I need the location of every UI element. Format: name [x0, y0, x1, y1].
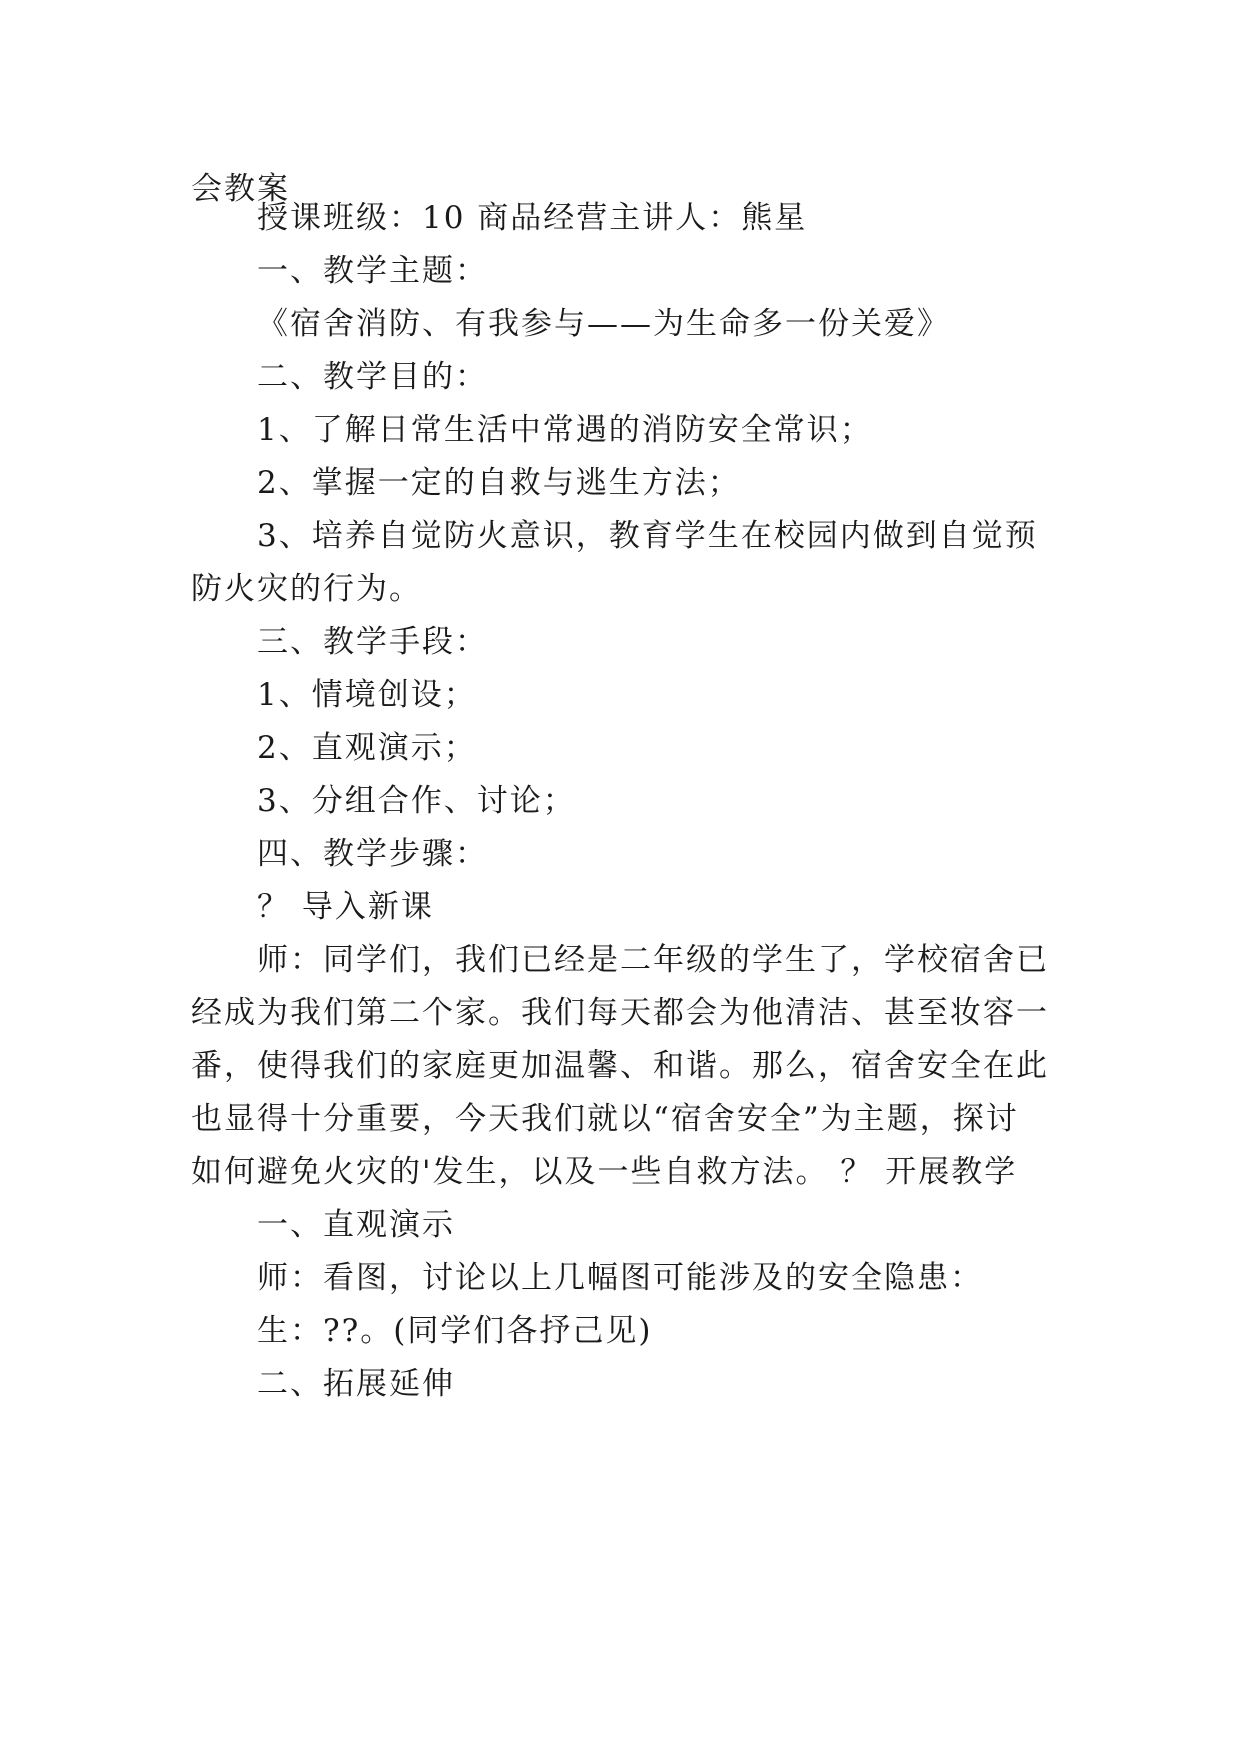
method-item-2: 2、直观演示； [257, 730, 477, 766]
heading-fragment: 会教案 [191, 171, 290, 207]
objective-item-2: 2、掌握一定的自救与逃生方法； [257, 465, 741, 501]
teacher-line: 师：看图，讨论以上几幅图可能涉及的安全隐患： [257, 1260, 983, 1296]
subsection-heading-1: 一、直观演示 [257, 1207, 455, 1243]
section-heading-4: 四、教学步骤： [257, 836, 488, 872]
class-info-line: 授课班级：10 商品经营主讲人：熊星 [257, 200, 808, 236]
student-line: 生：??。(同学们各抒己见) [257, 1313, 653, 1349]
paragraph-line: 如何避免火灾的'发生，以及一些自救方法。 ？ 开展教学 [191, 1154, 1018, 1190]
step-intro: ？ 导入新课 [257, 889, 434, 925]
subsection-heading-2: 二、拓展延伸 [257, 1366, 455, 1402]
objective-item-3: 3、培养自觉防火意识，教育学生在校园内做到自觉预 [257, 518, 1038, 554]
theme-title: 《宿舍消防、有我参与——为生命多一份关爱》 [257, 306, 950, 342]
section-heading-3: 三、教学手段： [257, 624, 488, 660]
paragraph-line: 也显得十分重要，今天我们就以“宿舍安全”为主题，探讨 [191, 1101, 1019, 1137]
paragraph-line: 番，使得我们的家庭更加温馨、和谐。那么，宿舍安全在此 [191, 1048, 1049, 1084]
objective-item-1: 1、了解日常生活中常遇的消防安全常识； [257, 412, 873, 448]
paragraph-line: 师：同学们，我们已经是二年级的学生了，学校宿舍已 [257, 942, 1049, 978]
section-heading-1: 一、教学主题： [257, 253, 488, 289]
method-item-1: 1、情境创设； [257, 677, 477, 713]
paragraph-line: 经成为我们第二个家。我们每天都会为他清洁、甚至妆容一 [191, 995, 1049, 1031]
section-heading-2: 二、教学目的： [257, 359, 488, 395]
method-item-3: 3、分组合作、讨论； [257, 783, 576, 819]
objective-item-3-cont: 防火灾的行为。 [191, 571, 422, 607]
